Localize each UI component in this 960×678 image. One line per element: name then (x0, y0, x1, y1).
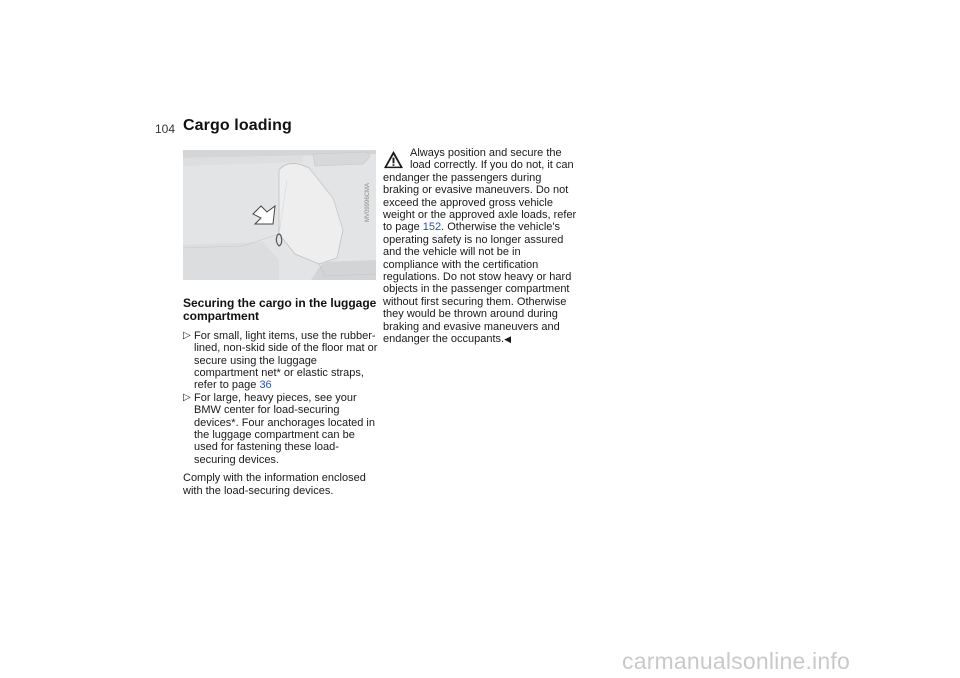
warning-text-after: . Otherwise the vehicle's operating safety is no longer assured and the vehicle will not be in compliance with the certification regulations. Do not stow heavy or hard objects in the passenger compartment without first securing them. Otherwise they would be thrown around during braking and evasive maneuvers and endanger the occupants. (383, 221, 572, 346)
bullet-triangle-icon: ▷ (183, 329, 191, 341)
closing-paragraph: Comply with the information enclosed with the load-securing devices. (183, 472, 366, 497)
list-item (183, 330, 378, 392)
right-column (383, 147, 578, 346)
warning-text (383, 147, 578, 346)
page-title: Cargo loading (183, 117, 292, 134)
page-number: 104 (155, 122, 176, 136)
warning-text-before: Always position and secure the load correctly. If you do not, it can endanger the passengers during braking or evasive maneuvers. Do not exceed the approved gross vehicle weight or the approved axle loads, refer to page (383, 147, 577, 234)
list-item (183, 392, 378, 466)
warning-triangle-icon (383, 149, 404, 170)
page-link[interactable]: 36 (259, 379, 272, 392)
luggage-compartment-drawing (183, 150, 376, 280)
bullet-text: For large, heavy pieces, see your BMW center for load-securing devices*. Four anchorages located in the luggage compartment can be used for fastening these load-securing devices. (194, 391, 375, 466)
luggage-compartment-illustration (183, 150, 376, 280)
page-link[interactable]: 152 (422, 221, 442, 234)
end-mark-icon: ◀ (504, 334, 512, 345)
figure-code: MV09996CMA (365, 182, 371, 222)
left-column (183, 297, 378, 497)
bullet-text: For small, light items, use the rubber-lined, non-skid side of the floor mat or secure using the luggage compartment net* or elastic straps, refer to page (194, 329, 378, 392)
section-heading: Securing the cargo in the luggage compartment (183, 296, 377, 324)
bullet-triangle-icon: ▷ (183, 391, 191, 403)
watermark: carmanualsonline.info (622, 648, 850, 674)
